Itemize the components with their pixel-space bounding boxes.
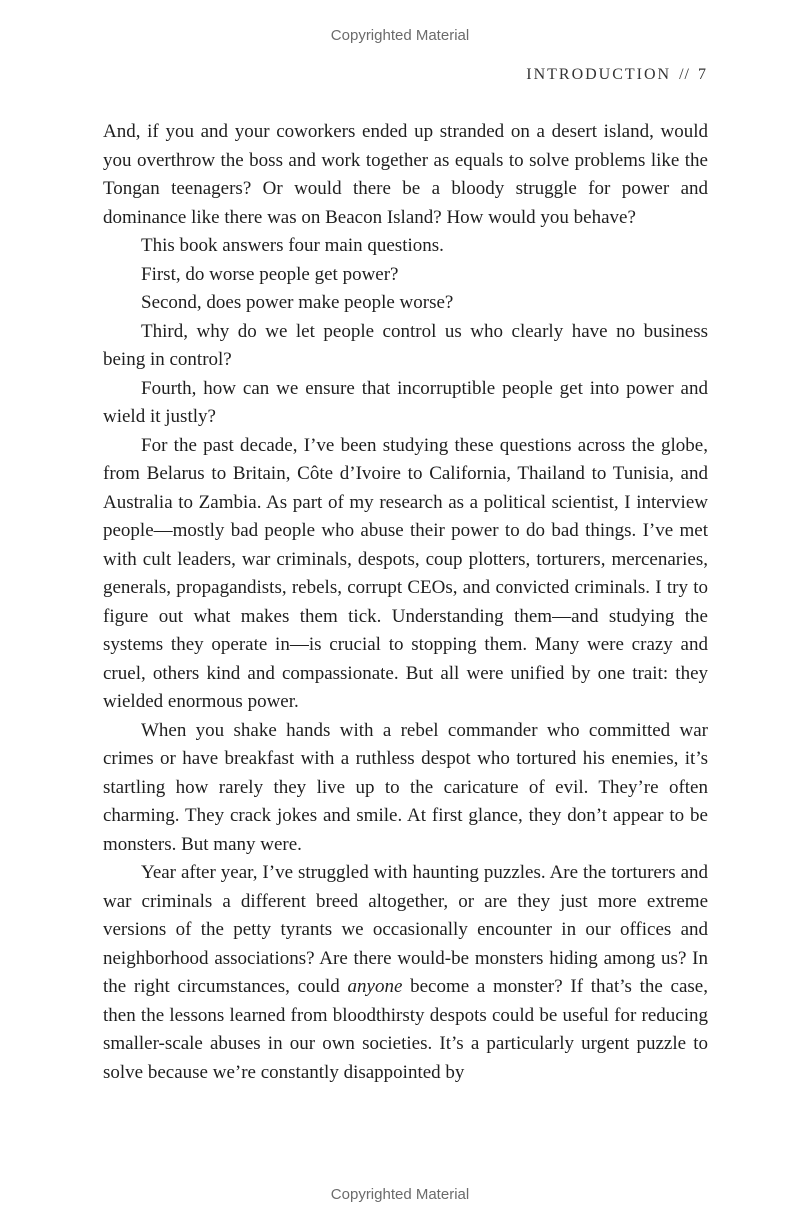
paragraph: And, if you and your coworkers ended up stranded on a desert island, would you overthrow the boss and work together as equals to solve problems like the Tongan teenagers? Or would there be a bloody struggle for power and dominance like there was on Beacon Island? How would you behave?: [103, 121, 708, 228]
paragraph-text: Year after year, I’ve struggled with haunting puzzles. Are the torturers and war criminals a different breed altogether, or are they just more extreme versions of the petty tyrants we occasionally encounter in our offices and neighborhood associations? Are there would-be monsters hiding among us? In the right circumstances, could: [103, 862, 708, 997]
paragraph: This book answers four main questions.: [141, 235, 444, 256]
page-number: 7: [698, 66, 708, 83]
running-head: [526, 66, 708, 84]
copyright-watermark-bottom: Copyrighted Material: [330, 1186, 470, 1203]
copyright-watermark-top: Copyrighted Material: [330, 27, 470, 44]
paragraph: First, do worse people get power?: [141, 263, 399, 285]
paragraph: For the past decade, I’ve been studying these questions across the globe, from Belarus to Britain, Côte d’Ivoire to California, Thailand to Tunisia, and Australia to Zambia. As part of my research as a political scientist, I interview people—mostly bad people who abuse their power to do bad things. I’ve met with cult leaders, war criminals, despots, coup plotters, torturers, mercenaries, generals, propagandists, rebels, corrupt CEOs, and convicted criminals. I try to figure out what makes them tick. Understanding them—and studying the systems they operate in—is crucial to stopping them. Many were crazy and cruel, others kind and compassionate. But all were unified by one trait: they wielded enormous power.: [103, 434, 708, 712]
paragraph-last: [103, 859, 708, 1087]
paragraph: When you shake hands with a rebel commander who committed war crimes or have breakfast with a ruthless despot who tortured his enemies, it’s startling how rarely they live up to the caricature of evil. They’re often charming. They crack jokes and smile. At first glance, they don’t appear to be monsters. But many were.: [103, 719, 708, 855]
emphasized-word: anyone: [347, 976, 403, 997]
running-head-separator: //: [679, 66, 690, 83]
section-title: INTRODUCTION: [526, 66, 672, 83]
paragraph: Second, does power make people worse?: [141, 292, 454, 313]
body-text: [103, 118, 708, 1087]
paragraph: Fourth, how can we ensure that incorruptible people get into power and wield it justly?: [103, 377, 708, 427]
paragraph: Third, why do we let people control us who clearly have no business being in control?: [103, 320, 708, 370]
paragraph-text: become a monster? If that’s the case, then the lessons learned from bloodthirsty despots could be useful for reducing smaller-scale abuses in our own societies. It’s a particularly urgent puzzle to solve because we’re constantly disappointed by: [103, 976, 708, 1083]
